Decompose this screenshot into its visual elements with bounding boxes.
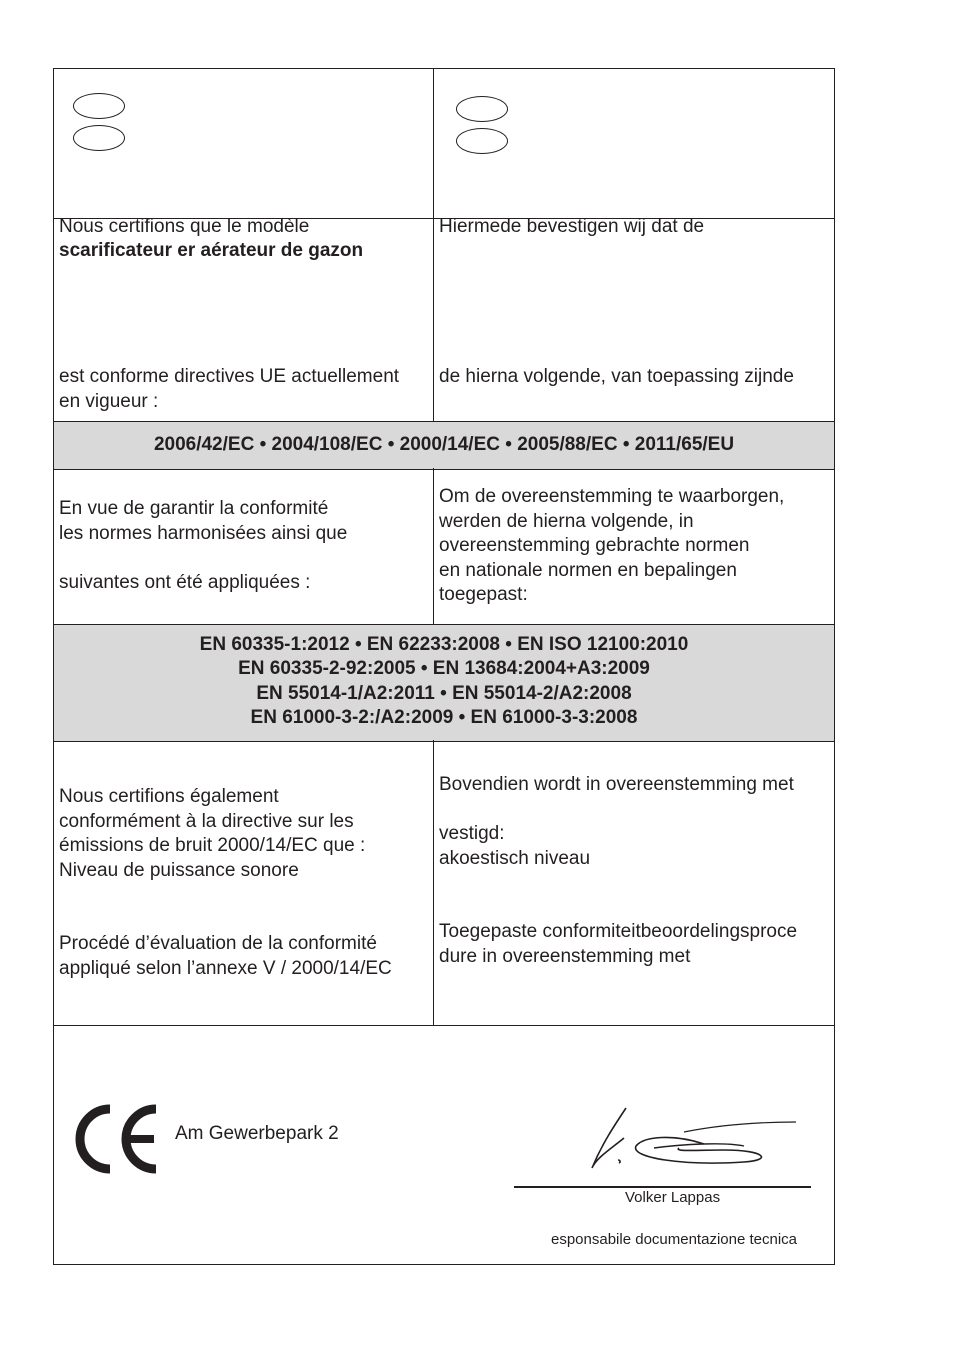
- left-noise: Nous certifions également conformément à la directive sur les émissions de bruit 2000/14/EC que : Niveau de puissance sonore: [59, 786, 366, 881]
- right-procedure: Toegepaste conformiteitbeoordelingsproce dure in overeenstemming met: [439, 921, 798, 967]
- signatory-role: esponsabile documentazione tecnica: [551, 1231, 797, 1248]
- declaration-frame: [53, 68, 835, 1265]
- right-conform: de hierna volgende, van toepassing zijnde: [439, 366, 794, 387]
- language-oval: [456, 128, 508, 154]
- directives-list: 2006/42/EC • 2004/108/EC • 2000/14/EC • 2005/88/EC • 2011/65/EU: [153, 434, 735, 455]
- language-badge-left: [73, 93, 125, 157]
- language-badge-right: [456, 96, 508, 160]
- left-intro: Nous certifions que le modèle: [59, 216, 310, 237]
- signature-line: [514, 1186, 811, 1188]
- language-oval: [456, 96, 508, 122]
- standards-list: EN 60335-1:2012 • EN 62233:2008 • EN ISO 12100:2010 EN 60335-2-92:2005 • EN 13684:2004+A3:2009 EN 55014-1/A2:2011 • EN 55014-2/A2:2008 EN 61000-3-2:/A2:2009 • EN 61000-3-3:2008: [199, 634, 689, 728]
- left-product: scarificateur er aérateur de gazon: [59, 240, 364, 261]
- left-procedure: Procédé d’évaluation de la conformité appliqué selon l’annexe V / 2000/14/EC: [59, 933, 392, 979]
- right-standards-intro: Om de overeenstemming te waarborgen, werden de hierna volgende, in overeenstemming gebrachte normen en nationale normen en bepalingen toegepast:: [439, 486, 785, 605]
- right-intro: Hiermede bevestigen wij dat de: [439, 216, 705, 237]
- signatory-name: Volker Lappas: [625, 1189, 721, 1206]
- footer-address: Am Gewerbepark 2: [175, 1123, 339, 1144]
- column-divider: [433, 69, 434, 421]
- language-oval: [73, 125, 125, 151]
- left-standards-intro: En vue de garantir la conformité les normes harmonisées ainsi que suivantes ont été appliquées :: [59, 498, 348, 593]
- column-divider: [433, 740, 434, 1025]
- right-noise: Bovendien wordt in overeenstemming met vestigd: akoestisch niveau: [439, 774, 794, 869]
- column-divider: [433, 468, 434, 624]
- signature-image: [584, 1104, 799, 1174]
- language-oval: [73, 93, 125, 119]
- ce-mark-icon: [74, 1103, 160, 1175]
- left-conform: est conforme directives UE actuellement en vigueur :: [59, 366, 400, 412]
- divider: [54, 1025, 834, 1026]
